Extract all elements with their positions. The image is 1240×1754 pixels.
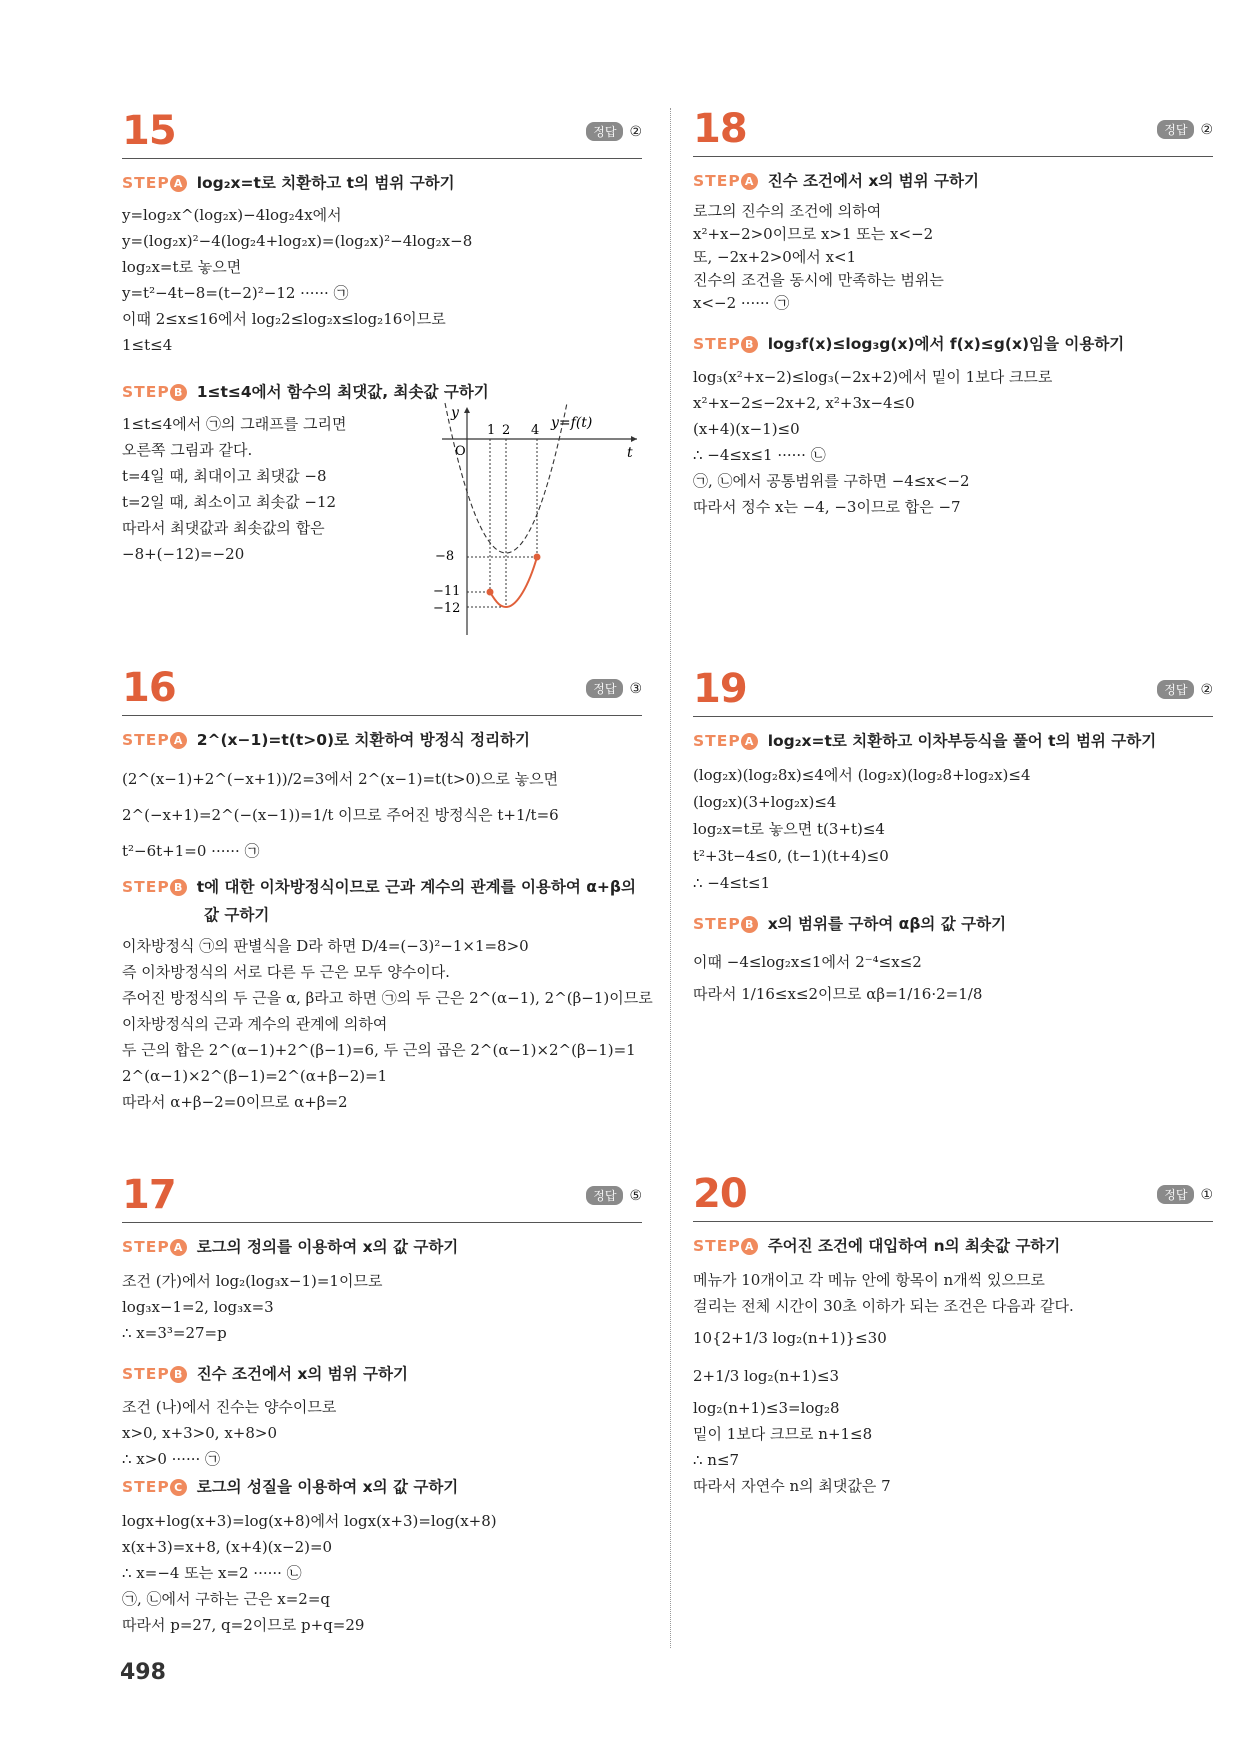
solution-line: log₂x=t로 놓으면 xyxy=(122,258,242,276)
solution-line: ∴ x=−4 또는 x=2 ······ ㉡ xyxy=(122,1564,302,1582)
step-badge: C xyxy=(170,1479,187,1496)
step-a-body xyxy=(693,762,1031,897)
step-c-body xyxy=(122,1508,497,1638)
step-b-body xyxy=(693,364,1052,520)
step-label: STEP xyxy=(122,1238,170,1256)
solution-line: 2^(α−1)×2^(β−1)=2^(α+β−2)=1 xyxy=(122,1067,388,1085)
step-badge: B xyxy=(741,336,758,353)
solution-line: 따라서 자연수 n의 최댓값은 7 xyxy=(693,1477,891,1495)
tick-t-4: 4 xyxy=(531,423,540,438)
problem-number: 19 xyxy=(693,666,747,712)
solution-line: t²+3t−4≤0, (t−1)(t+4)≤0 xyxy=(693,847,889,865)
solution-line: 따라서 α+β−2=0이므로 α+β=2 xyxy=(122,1093,348,1111)
solution-line: 두 근의 합은 2^(α−1)+2^(β−1)=6, 두 근의 곱은 2^(α−1)×2^(β−1)=1 xyxy=(122,1041,636,1059)
solution-line: 따라서 정수 x는 −4, −3이므로 합은 −7 xyxy=(693,498,961,516)
solution-line: y=(log₂x)²−4(log₂4+log₂x)=(log₂x)²−4log₂x−8 xyxy=(122,232,473,250)
answer-value: ② xyxy=(629,123,642,140)
solution-line: −8+(−12)=−20 xyxy=(122,545,245,563)
step-label: STEP xyxy=(122,1365,170,1383)
step-title-continued: 값 구하기 xyxy=(204,906,270,924)
answer-indicator xyxy=(586,679,642,698)
solution-line: (log₂x)(log₂8x)≤4에서 (log₂x)(log₂8+log₂x)≤4 xyxy=(693,766,1031,784)
column-divider xyxy=(670,108,671,1648)
solution-line: 또, −2x+2>0에서 x<1 xyxy=(693,248,857,266)
solution-line: 이때 −4≤log₂x≤1에서 2⁻⁴≤x≤2 xyxy=(693,953,922,971)
solution-line: 이때 2≤x≤16에서 log₂2≤log₂x≤log₂16이므로 xyxy=(122,310,446,328)
answer-indicator xyxy=(1157,120,1213,139)
answer-value: ① xyxy=(1200,1186,1213,1203)
step-b-heading xyxy=(693,912,1006,934)
step-b-body xyxy=(122,412,346,568)
solution-line: 걸리는 전체 시간이 30초 이하가 되는 조건은 다음과 같다. xyxy=(693,1297,1074,1315)
answer-value: ⑤ xyxy=(629,1187,642,1204)
solution-line: 이차방정식의 근과 계수의 관계에 의하여 xyxy=(122,1015,388,1033)
step-badge: B xyxy=(741,916,758,933)
tick-t-2: 2 xyxy=(502,423,511,438)
step-title: log₂x=t로 치환하고 t의 범위 구하기 xyxy=(196,174,455,192)
solution-line: 따라서 최댓값과 최솟값의 합은 xyxy=(122,519,325,537)
solution-line: t=2일 때, 최소이고 최솟값 −12 xyxy=(122,493,337,511)
step-title: t에 대한 이차방정식이므로 근과 계수의 관계를 이용하여 α+β의 xyxy=(196,878,636,896)
step-badge: B xyxy=(170,384,187,401)
answer-label: 정답 xyxy=(586,122,623,141)
solution-line: 10{2+1/3 log₂(n+1)}≤30 xyxy=(693,1329,887,1347)
solution-line: 1≤t≤4 xyxy=(122,336,173,354)
solution-line: 2+1/3 log₂(n+1)≤3 xyxy=(693,1367,840,1385)
solution-line: 조건 (가)에서 log₂(log₃x−1)=1이므로 xyxy=(122,1272,383,1290)
answer-label: 정답 xyxy=(1157,1185,1194,1204)
answer-value: ③ xyxy=(629,680,642,697)
header-rule xyxy=(122,715,642,716)
solution-line: 오른쪽 그림과 같다. xyxy=(122,441,253,459)
answer-indicator xyxy=(586,1186,642,1205)
header-rule xyxy=(122,1222,642,1223)
curve-label: y=f(t) xyxy=(551,415,593,431)
step-badge: A xyxy=(741,173,758,190)
step-c-heading xyxy=(122,1475,458,1497)
y-axis-label: y xyxy=(451,405,459,421)
answer-value: ② xyxy=(1200,121,1213,138)
step-title: 로그의 정의를 이용하여 x의 값 구하기 xyxy=(196,1238,459,1256)
step-b-body xyxy=(693,946,982,1010)
parabola-segment xyxy=(490,557,537,607)
step-a-heading xyxy=(122,728,530,750)
problem-number: 20 xyxy=(693,1171,747,1217)
step-title: x의 범위를 구하여 αβ의 값 구하기 xyxy=(767,915,1007,933)
step-b-heading xyxy=(122,380,489,402)
step-b-heading xyxy=(122,875,636,925)
step-title: 로그의 성질을 이용하여 x의 값 구하기 xyxy=(196,1478,459,1496)
step-title: log₃f(x)≤log₃g(x)에서 f(x)≤g(x)임을 이용하기 xyxy=(767,335,1125,353)
solution-line: 로그의 진수의 조건에 의하여 xyxy=(693,202,882,220)
endpoint-right xyxy=(534,554,541,561)
answer-value: ② xyxy=(1200,681,1213,698)
step-a-heading xyxy=(122,1235,458,1257)
tick-y-8: −8 xyxy=(435,549,455,564)
step-b-body xyxy=(122,1394,336,1472)
answer-indicator xyxy=(1157,1185,1213,1204)
solution-line: 진수의 조건을 동시에 만족하는 범위는 xyxy=(693,271,944,289)
problem-16 xyxy=(122,665,653,1125)
solution-line: ∴ x=3³=27=p xyxy=(122,1324,227,1342)
solution-line: 이차방정식 ㉠의 판별식을 D라 하면 D/4=(−3)²−1×1=8>0 xyxy=(122,937,529,955)
step-a-body xyxy=(693,200,944,315)
endpoint-left xyxy=(487,589,494,596)
solution-line: x(x+3)=x+8, (x+4)(x−2)=0 xyxy=(122,1538,333,1556)
step-title: 주어진 조건에 대입하여 n의 최솟값 구하기 xyxy=(767,1237,1061,1255)
answer-label: 정답 xyxy=(1157,120,1194,139)
step-badge: A xyxy=(170,732,187,749)
parabola-graph xyxy=(433,403,642,643)
tick-y-11: −11 xyxy=(433,584,461,599)
solution-line: ㉠, ㉡에서 구하는 근은 x=2=q xyxy=(122,1590,331,1608)
solution-line: 즉 이차방정식의 서로 다른 두 근은 모두 양수이다. xyxy=(122,963,450,981)
solution-line: y=log₂x^(log₂x)−4log₂4x에서 xyxy=(122,206,342,224)
step-badge: A xyxy=(170,175,187,192)
step-b-body xyxy=(122,933,653,1115)
step-badge: B xyxy=(170,1366,187,1383)
solution-line: 따라서 1/16≤x≤2이므로 αβ=1/16·2=1/8 xyxy=(693,985,983,1003)
answer-label: 정답 xyxy=(1157,680,1194,699)
solution-line: ∴ −4≤x≤1 ······ ㉡ xyxy=(693,446,826,464)
solution-line: t²−6t+1=0 ······ ㉠ xyxy=(122,842,260,860)
problem-number: 15 xyxy=(122,108,176,154)
solution-line: logx+log(x+3)=log(x+8)에서 logx(x+3)=log(x+8) xyxy=(122,1512,497,1530)
solution-line: 주어진 방정식의 두 근을 α, β라고 하면 ㉠의 두 근은 2^(α−1), 2^(β−1)이므로 xyxy=(122,989,653,1007)
page-number: 498 xyxy=(120,1660,166,1685)
step-b-heading xyxy=(122,1362,408,1384)
step-title: log₂x=t로 치환하고 이차부등식을 풀어 t의 범위 구하기 xyxy=(767,732,1157,750)
solution-line: (2^(x−1)+2^(−x+1))/2=3에서 2^(x−1)=t(t>0)으로 놓으면 xyxy=(122,770,559,788)
step-title: 진수 조건에서 x의 범위 구하기 xyxy=(767,172,979,190)
solution-line: 밑이 1보다 크므로 n+1≤8 xyxy=(693,1425,873,1443)
solution-line: t=4일 때, 최대이고 최댓값 −8 xyxy=(122,467,327,485)
solution-line: ㉠, ㉡에서 공통범위를 구하면 −4≤x<−2 xyxy=(693,472,970,490)
tick-t-1: 1 xyxy=(487,423,496,438)
tick-y-12: −12 xyxy=(433,601,461,616)
step-a-body xyxy=(122,1268,382,1346)
solution-line: ∴ n≤7 xyxy=(693,1451,740,1469)
solution-line: x<−2 ······ ㉠ xyxy=(693,294,790,312)
step-label: STEP xyxy=(693,915,741,933)
step-a-heading xyxy=(693,1234,1060,1256)
solution-line: log₃(x²+x−2)≤log₃(−2x+2)에서 밑이 1보다 크므로 xyxy=(693,368,1053,386)
step-a-heading xyxy=(693,729,1156,751)
step-badge: A xyxy=(741,733,758,750)
problem-15 xyxy=(122,108,642,668)
problem-19 xyxy=(693,666,1213,1026)
step-label: STEP xyxy=(693,732,741,750)
step-label: STEP xyxy=(693,172,741,190)
step-a-heading xyxy=(693,169,979,191)
solution-line: 조건 (나)에서 진수는 양수이므로 xyxy=(122,1398,337,1416)
step-label: STEP xyxy=(122,383,170,401)
solution-line: x²+x−2>0이므로 x>1 또는 x<−2 xyxy=(693,225,934,243)
solution-line: log₂(n+1)≤3=log₂8 xyxy=(693,1399,840,1417)
solution-line: 따라서 p=27, q=2이므로 p+q=29 xyxy=(122,1616,365,1634)
solution-line: y=t²−4t−8=(t−2)²−12 ······ ㉠ xyxy=(122,284,349,302)
step-a-body xyxy=(122,761,559,869)
step-title: 2^(x−1)=t(t>0)로 치환하여 방정식 정리하기 xyxy=(196,731,531,749)
solution-line: log₃x−1=2, log₃x=3 xyxy=(122,1298,274,1316)
step-title: 1≤t≤4에서 함수의 최댓값, 최솟값 구하기 xyxy=(196,383,489,401)
solution-line: ∴ −4≤t≤1 xyxy=(693,874,771,892)
problem-20 xyxy=(693,1171,1213,1511)
answer-label: 정답 xyxy=(586,1186,623,1205)
step-label: STEP xyxy=(122,731,170,749)
step-a-body xyxy=(122,202,472,358)
answer-label: 정답 xyxy=(586,679,623,698)
solution-line: (x+4)(x−1)≤0 xyxy=(693,420,800,438)
step-title: 진수 조건에서 x의 범위 구하기 xyxy=(196,1365,408,1383)
problem-17 xyxy=(122,1172,642,1652)
solution-line: 메뉴가 10개이고 각 메뉴 안에 항목이 n개씩 있으므로 xyxy=(693,1271,1045,1289)
header-rule xyxy=(122,158,642,159)
step-badge: A xyxy=(741,1238,758,1255)
header-rule xyxy=(693,156,1213,157)
step-a-body xyxy=(693,1267,1074,1499)
solution-line: (log₂x)(3+log₂x)≤4 xyxy=(693,793,837,811)
solution-line: x>0, x+3>0, x+8>0 xyxy=(122,1424,278,1442)
step-badge: A xyxy=(170,1239,187,1256)
t-axis-arrow xyxy=(631,436,637,442)
step-label: STEP xyxy=(122,878,170,896)
header-rule xyxy=(693,1221,1213,1222)
step-badge: B xyxy=(170,879,187,896)
answer-indicator xyxy=(1157,680,1213,699)
problem-number: 18 xyxy=(693,106,747,152)
answer-indicator xyxy=(586,122,642,141)
problem-number: 16 xyxy=(122,665,176,711)
problem-18 xyxy=(693,106,1213,526)
solution-line: ∴ x>0 ······ ㉠ xyxy=(122,1450,221,1468)
solution-line: 2^(−x+1)=2^(−(x−1))=1/t 이므로 주어진 방정식은 t+1/t=6 xyxy=(122,806,559,824)
step-label: STEP xyxy=(122,1478,170,1496)
solution-line: 1≤t≤4에서 ㉠의 그래프를 그리면 xyxy=(122,415,347,433)
problem-number: 17 xyxy=(122,1172,176,1218)
step-a-heading xyxy=(122,171,455,193)
step-label: STEP xyxy=(122,174,170,192)
step-label: STEP xyxy=(693,1237,741,1255)
step-label: STEP xyxy=(693,335,741,353)
solution-line: log₂x=t로 놓으면 t(3+t)≤4 xyxy=(693,820,885,838)
guide-lines xyxy=(467,439,537,607)
t-axis-label: t xyxy=(627,445,633,461)
y-axis-arrow xyxy=(464,407,470,413)
origin-label: O xyxy=(455,444,466,459)
solution-line: x²+x−2≤−2x+2, x²+3x−4≤0 xyxy=(693,394,915,412)
step-b-heading xyxy=(693,332,1124,354)
header-rule xyxy=(693,716,1213,717)
